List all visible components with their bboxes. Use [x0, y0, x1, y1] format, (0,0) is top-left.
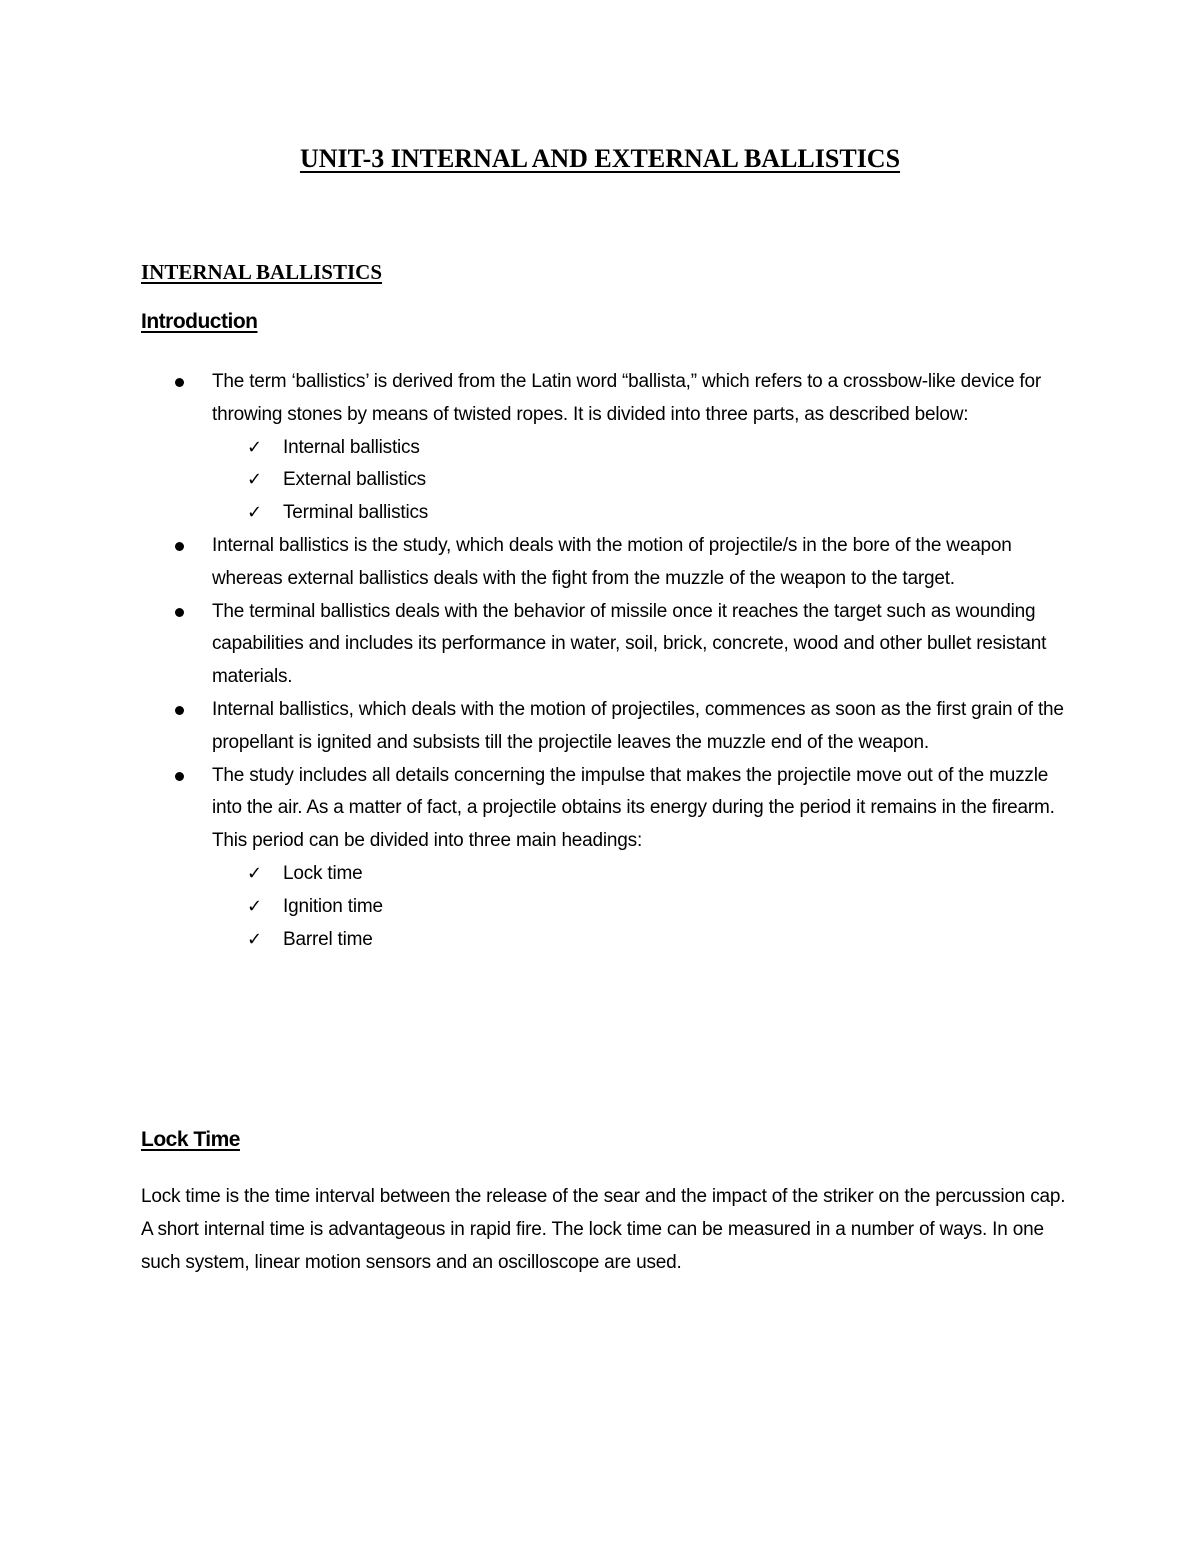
checklist-item [212, 924, 1081, 957]
checkmark-icon: ✓ [247, 502, 262, 524]
checklist-item-label: Lock time [283, 862, 363, 884]
checklist-item-label: Barrel time [283, 928, 373, 950]
checklist-item [212, 464, 1081, 497]
bullet-dot-icon [175, 378, 184, 387]
bullet-dot-icon [175, 608, 184, 617]
checklist-item-label: Terminal ballistics [283, 502, 429, 524]
bullet-item [141, 366, 1081, 530]
checklist-item [212, 891, 1081, 924]
checklist-item [212, 858, 1081, 891]
checkmark-icon: ✓ [247, 436, 262, 458]
checklist-item [212, 432, 1081, 465]
bullet-item [141, 530, 1081, 596]
lock-time-heading: Lock Time [141, 1128, 240, 1151]
checklist-item-label: Internal ballistics [283, 436, 420, 458]
checkmark-icon: ✓ [247, 862, 262, 884]
introduction-bullet-list [141, 366, 1081, 956]
introduction-heading: Introduction [141, 310, 258, 333]
bullet-text: Internal ballistics, which deals with the motion of projectiles, commences as soon as the first grain of the propellant is ignited and subsists till the projectile leaves the muzzle end of the weapon. [212, 698, 1064, 753]
bullet-item [141, 760, 1081, 957]
bullet-dot-icon [175, 772, 184, 781]
bullet-text: The term ‘ballistics’ is derived from the Latin word “ballista,” which refers to a crossbow-like device for throwing stones by means of twisted ropes. It is divided into three parts, as described below: [212, 371, 1041, 425]
lock-time-paragraph: Lock time is the time interval between the release of the sear and the impact of the striker on the percussion cap. A short internal time is advantageous in rapid fire. The lock time can be measured in a number of ways. In one such system, linear motion sensors and an oscilloscope are used. [141, 1186, 1066, 1273]
checklist-item-label: External ballistics [283, 469, 426, 491]
checklist [212, 858, 1081, 956]
bullet-dot-icon [175, 706, 184, 715]
checkmark-icon: ✓ [247, 895, 262, 917]
bullet-dot-icon [175, 542, 184, 551]
checklist-item-label: Ignition time [283, 895, 383, 917]
checkmark-icon: ✓ [247, 469, 262, 491]
page-title: UNIT-3 INTERNAL AND EXTERNAL BALLISTICS [299, 144, 901, 173]
bullet-text: Internal ballistics is the study, which deals with the motion of projectile/s in the bore of the weapon whereas external ballistics deals with the fight from the muzzle of the weapon to the target. [212, 534, 1012, 589]
section-heading: INTERNAL BALLISTICS [141, 260, 383, 284]
checklist [212, 432, 1081, 530]
bullet-item [141, 694, 1081, 760]
checklist-item [212, 497, 1081, 530]
bullet-text: The terminal ballistics deals with the behavior of missile once it reaches the target such as wounding capabilities and includes its performance in water, soil, brick, concrete, wood and other bullet resistant materials. [212, 600, 1047, 688]
checkmark-icon: ✓ [247, 928, 262, 950]
bullet-item [141, 596, 1081, 694]
bullet-text: The study includes all details concerning the impulse that makes the projectile move out of the muzzle into the air. As a matter of fact, a projectile obtains its energy during the period it remains in the firearm. This period can be divided into three main headings: [212, 764, 1055, 852]
